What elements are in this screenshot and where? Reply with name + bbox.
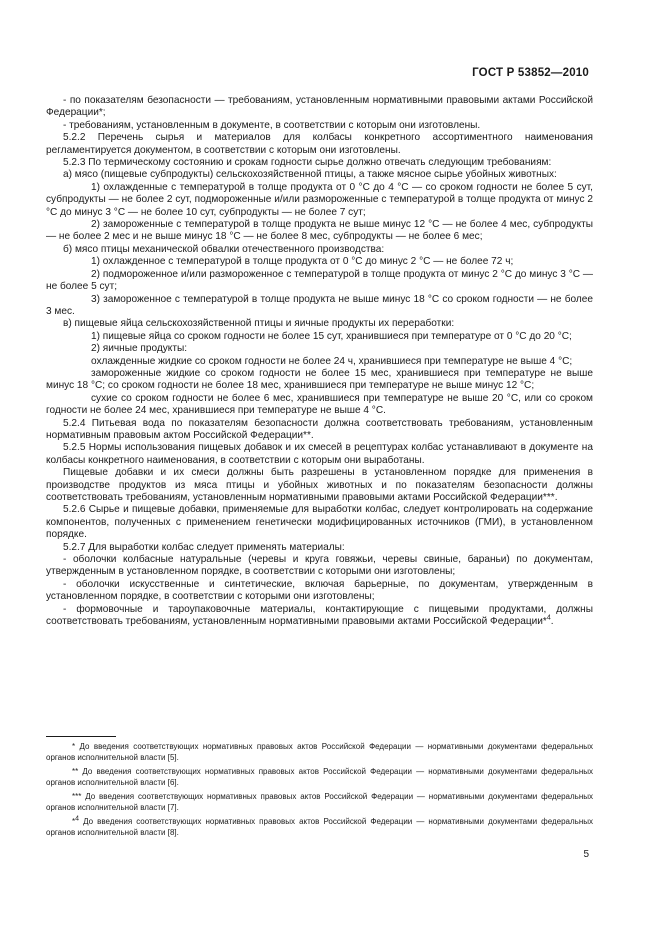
footnote-text: До введения соответствующих нормативных правовых актов Российской Федерации — нормативными документами федеральных органов исполнительной власти [7]. xyxy=(46,792,593,812)
footnote-text: До введения соответствующих нормативных правовых актов Российской Федерации — нормативными документами федеральных органов исполнительной власти [8]. xyxy=(46,817,593,837)
paragraph: 5.2.5 Нормы использования пищевых добавок и их смесей в рецептурах колбас устанавливают в документе на колбасы конкретного наименования, в соответствии с которым они выработаны. xyxy=(46,442,593,466)
paragraph: 5.2.7 Для выработки колбас следует применять материалы: xyxy=(63,541,345,553)
footnote-sup: 4 xyxy=(75,815,80,823)
paragraph: - требованиям, установленным в документе, в соответствии с которым они изготовлены. xyxy=(63,119,481,131)
paragraph: 2) подмороженное и/или размороженное с температурой в толще продукта от минус 2 °С до минус 3 °С — не более 5 сут; xyxy=(46,268,593,293)
footnote-mark: ** xyxy=(72,767,79,776)
paragraph: 1) пищевые яйца со сроком годности не более 15 сут, хранившиеся при температуре от 0 °С до 20 °С; xyxy=(91,330,572,342)
footnote-mark: * xyxy=(72,742,76,751)
main-text xyxy=(46,95,593,628)
paragraph: 5.2.4 Питьевая вода по показателям безопасности должна соответствовать требованиям, установленным нормативным правовым актом Российской Федерации**. xyxy=(46,417,593,441)
footnote xyxy=(46,766,593,788)
paragraph: Пищевые добавки и их смеси должны быть разрешены в установленном порядке для применения в производстве продуктов из мяса птицы и убойных животных и по показателям безопасности должны соответствовать требованиям, установленным нормативными правовыми актами Российской Федерации***. xyxy=(46,467,593,503)
footnote xyxy=(46,791,593,813)
footnote-mark: * xyxy=(72,817,76,826)
doc-number-header: ГОСТ Р 53852—2010 xyxy=(472,67,589,79)
page-number: 5 xyxy=(583,849,589,860)
paragraph: 1) охлажденные с температурой в толще продукта от 0 °С до 4 °С — со сроком годности не более 5 сут, субпродукты — не более 2 сут, подмороженные и/или размороженные с температурой в толще продукта от минус 2 °С до минус 3 °С — не более 10 сут, субпродукты — не более 7 сут; xyxy=(46,181,593,218)
paragraph: замороженные жидкие со сроком годности не более 15 мес, хранившиеся при температуре не выше минус 18 °С; со сроком годности не более 18 мес, хранившиеся при температуре не выше минус 12 °С; xyxy=(46,367,593,392)
paragraph: 3) замороженное с температурой в толще продукта не выше минус 18 °С со сроком годности — не более 3 мес. xyxy=(46,293,593,317)
paragraph-tail: . xyxy=(550,616,554,628)
paragraph: 5.2.3 По термическому состоянию и срокам годности сырье должно отвечать следующим требованиям: xyxy=(63,157,552,169)
paragraph: охлажденные жидкие со сроком годности не более 24 ч, хранившиеся при температуре не выше 4 °С; xyxy=(91,355,573,367)
paragraph: - оболочки колбасные натуральные (черевы и круга говяжьи, черевы свиные, бараньи) по документам, утвержденным в установленном порядке, в соответствии с которыми они изготовлены; xyxy=(46,554,593,578)
paragraph: 5.2.6 Сырье и пищевые добавки, применяемые для выработки колбас, следует контролировать на содержание компонентов, полученных с применением генетически модифицированных источников (ГМИ), в установленном порядке. xyxy=(46,504,593,541)
paragraph-text: - формовочные и тароупаковочные материалы, контактирующие с пищевыми продуктами, должны соответствовать требованиям, установленным нормативными правовыми актами Российской Федерации* xyxy=(46,603,593,628)
footnotes xyxy=(46,741,593,841)
paragraph: а) мясо (пищевые субпродукты) сельскохозяйственной птицы, а также мясное сырье убойных животных: xyxy=(63,169,557,181)
footnote xyxy=(46,741,593,763)
paragraph: в) пищевые яйца сельскохозяйственной птицы и яичные продукты их переработки: xyxy=(63,318,455,330)
footnote-text: До введения соответствующих нормативных правовых актов Российской Федерации — нормативными документами федеральных органов исполнительной власти [6]. xyxy=(46,767,593,787)
footnote-mark: *** xyxy=(72,792,82,801)
paragraph: 2) замороженные с температурой в толще продукта не выше минус 12 °С — не более 4 мес, субпродукты — не более 2 мес и не выше минус 18 °С — не более 8 мес, субпродукты — не более 6 мес; xyxy=(46,219,593,243)
paragraph: 2) яичные продукты: xyxy=(91,343,188,355)
paragraph: - оболочки искусственные и синтетические, включая барьерные, по документам, утвержденным в установленном порядке, в соответствии с которыми они изготовлены; xyxy=(46,578,593,603)
paragraph: сухие со сроком годности не более 6 мес, хранившиеся при температуре не выше 20 °С, или со сроком годности не более 24 мес, хранившиеся при температуре не выше 4 °С. xyxy=(46,392,593,417)
footnote-text: До введения соответствующих нормативных правовых актов Российской Федерации — нормативными документами федеральных органов исполнительной власти [5]. xyxy=(46,742,593,762)
paragraph-last xyxy=(46,604,593,629)
paragraph: б) мясо птицы механической обвалки отечественного производства: xyxy=(63,243,385,255)
paragraph: 1) охлажденное с температурой в толще продукта от 0 °С до минус 2 °С — не более 72 ч; xyxy=(91,256,514,268)
footnote-divider xyxy=(46,736,116,737)
paragraph: 5.2.2 Перечень сырья и материалов для колбасы конкретного ассортиментного наименования регламентируется документом, в соответствии с которым они изготовлены. xyxy=(46,132,593,156)
footnote-ref-mark: 4 xyxy=(546,614,551,622)
paragraph: - по показателям безопасности — требованиям, установленным нормативными правовыми актами Российской Федерации*; xyxy=(46,95,593,119)
footnote xyxy=(46,816,593,838)
